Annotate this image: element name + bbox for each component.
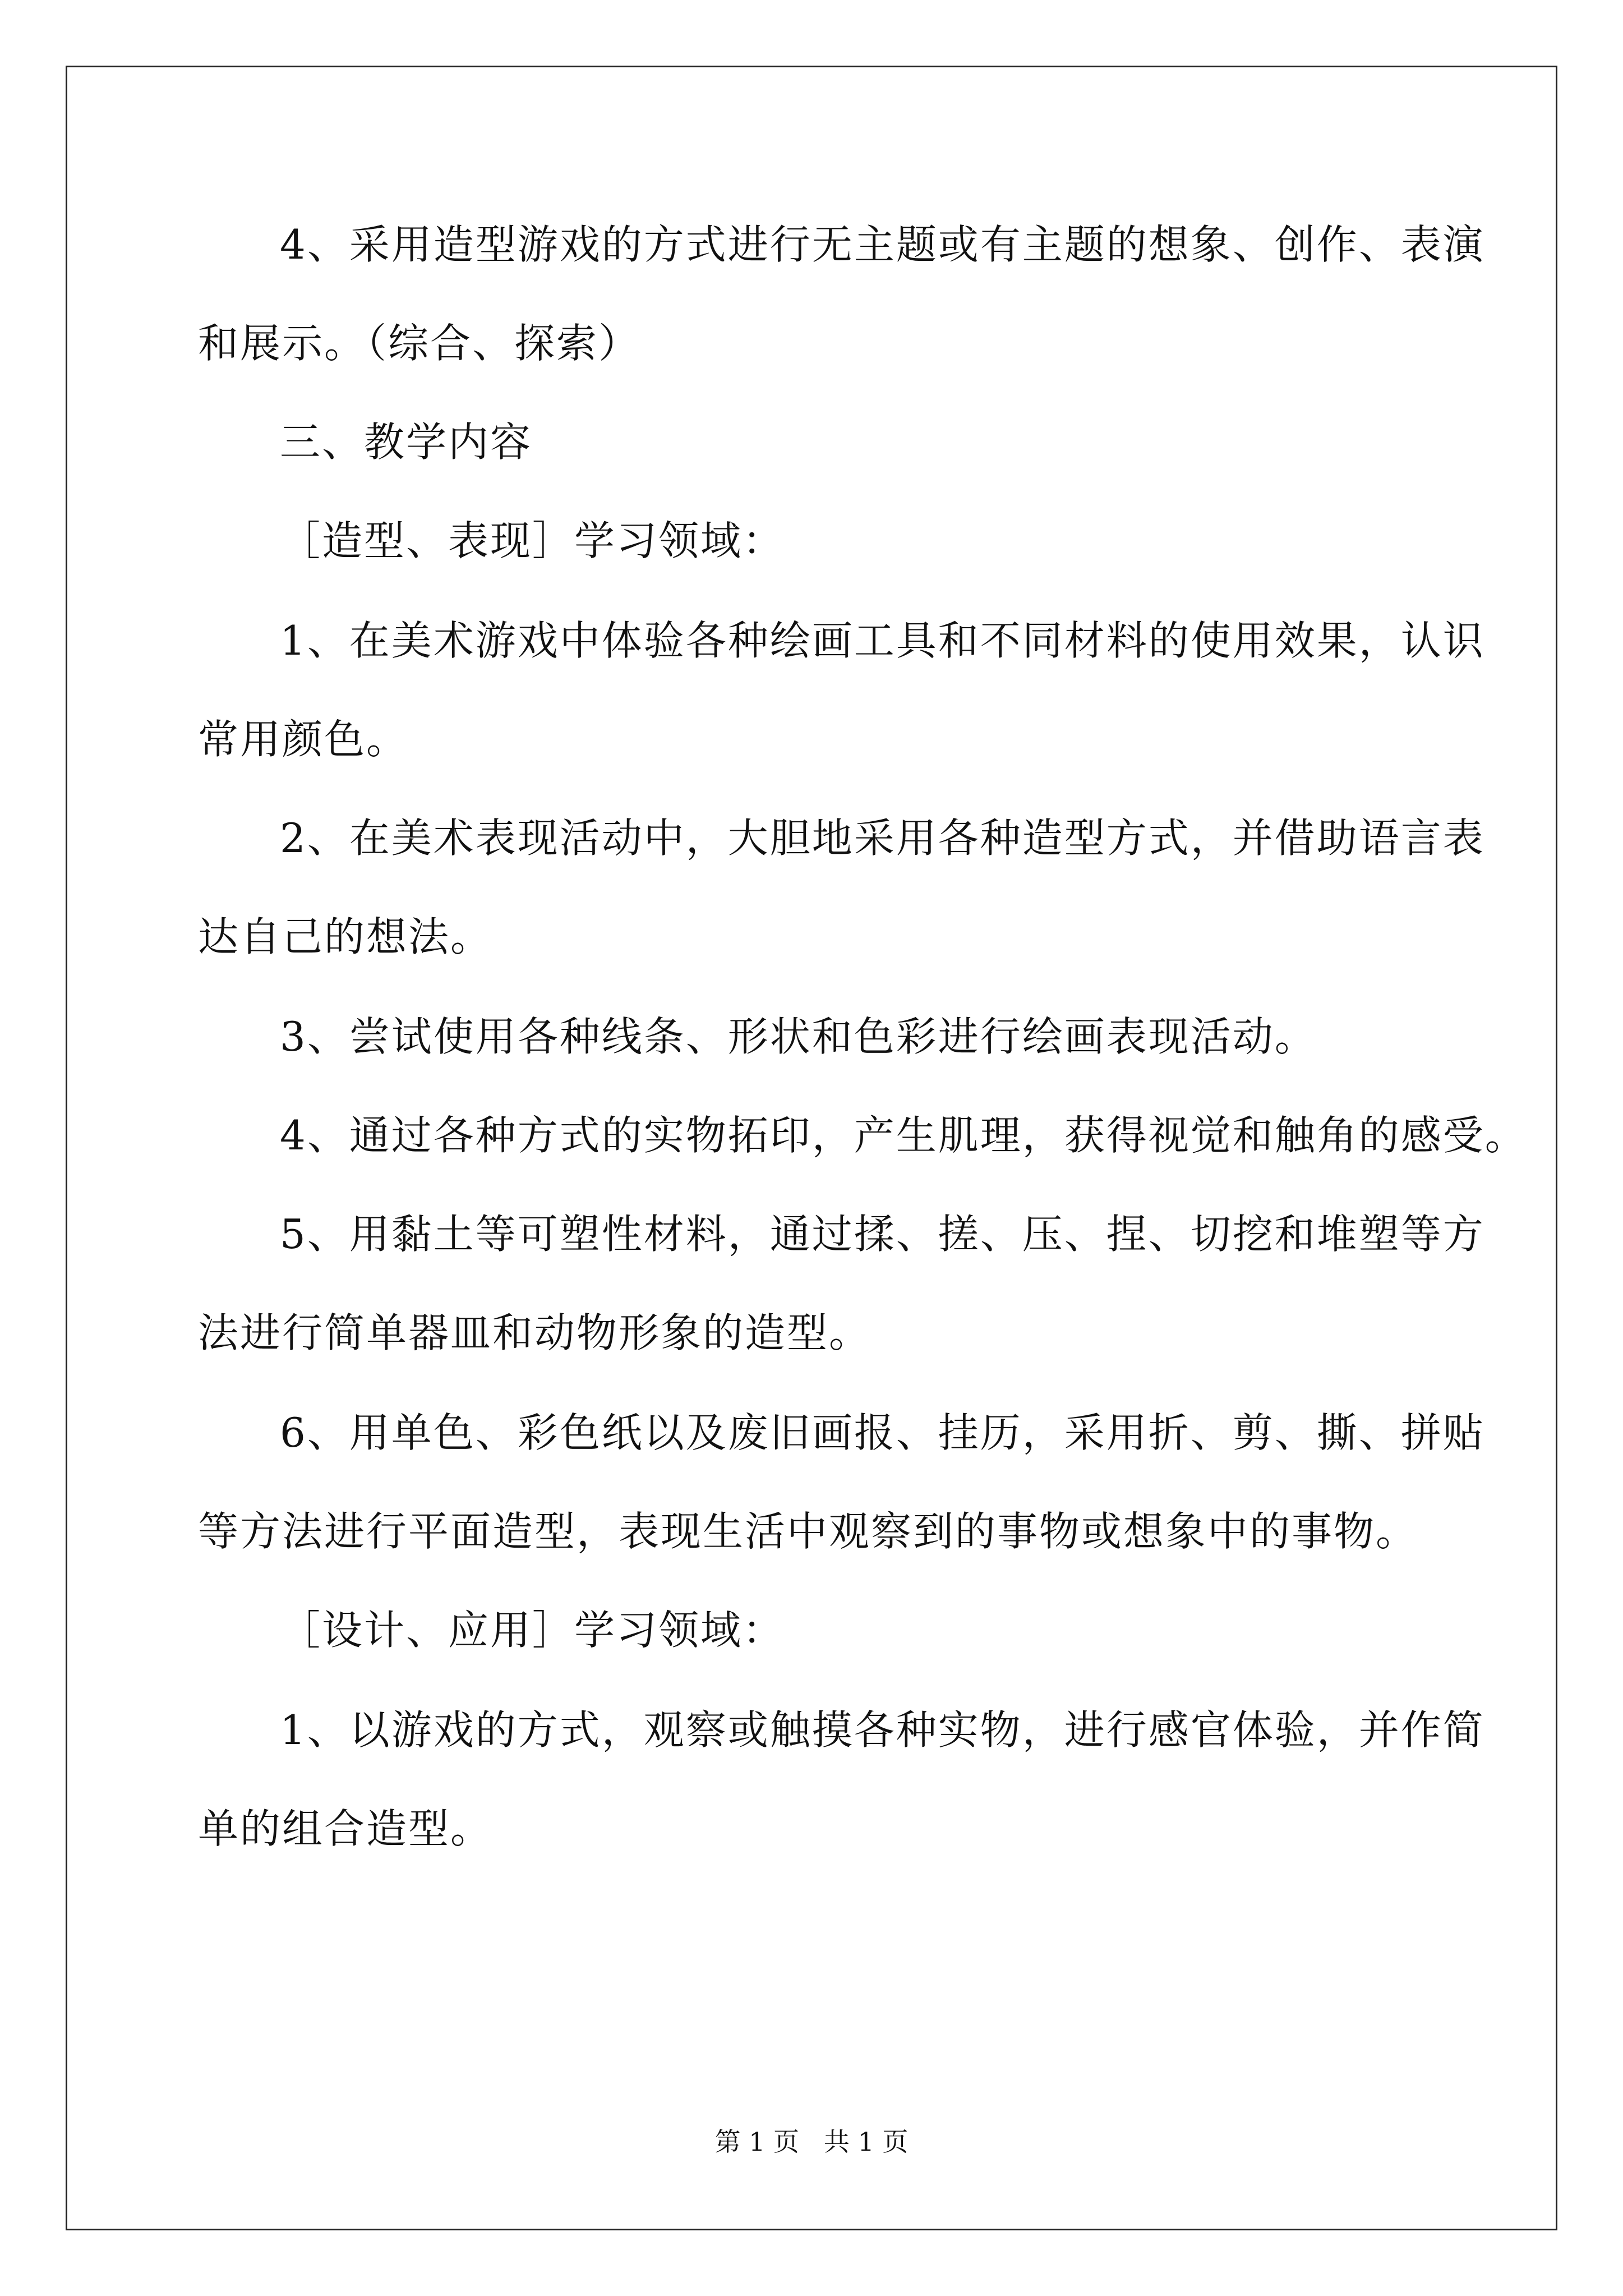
text-line: 三、教学内容 (280, 418, 533, 466)
text-line: 6、用单色、彩色纸以及废旧画报、挂历，采用折、剪、撕、拼贴 (280, 1409, 1485, 1456)
text-line: 达自己的想法。 (198, 913, 493, 960)
text-line: 2、在美术表现活动中，大胆地采用各种造型方式，并借助语言表 (280, 815, 1485, 862)
text-line: 等方法进行平面造型，表现生活中观察到的事物或想象中的事物。 (198, 1508, 1418, 1555)
text-line: ［设计、应用］学习领域： (280, 1607, 785, 1654)
text-line: 常用颜色。 (198, 716, 409, 763)
text-line: 5、用黏土等可塑性材料，通过揉、搓、压、捏、切挖和堆塑等方 (280, 1211, 1485, 1258)
text-line: ［造型、表现］学习领域： (280, 517, 785, 564)
text-line: 4、通过各种方式的实物拓印，产生肌理，获得视觉和触角的感受。 (280, 1112, 1527, 1159)
page-footer: 第 1 页 共 1 页 (714, 2127, 909, 2157)
text-line: 1、以游戏的方式，观察或触摸各种实物，进行感官体验，并作简 (280, 1706, 1485, 1754)
text-line: 4、采用造型游戏的方式进行无主题或有主题的想象、创作、表演 (280, 221, 1485, 268)
text-line: 3、尝试使用各种线条、形状和色彩进行绘画表现活动。 (280, 1013, 1317, 1060)
text-line: 单的组合造型。 (198, 1805, 493, 1852)
text-line: 和展示。（综合、探索） (198, 320, 641, 367)
text-line: 法进行简单器皿和动物形象的造型。 (198, 1309, 872, 1356)
text-line: 1、在美术游戏中体验各种绘画工具和不同材料的使用效果，认识 (280, 617, 1485, 664)
